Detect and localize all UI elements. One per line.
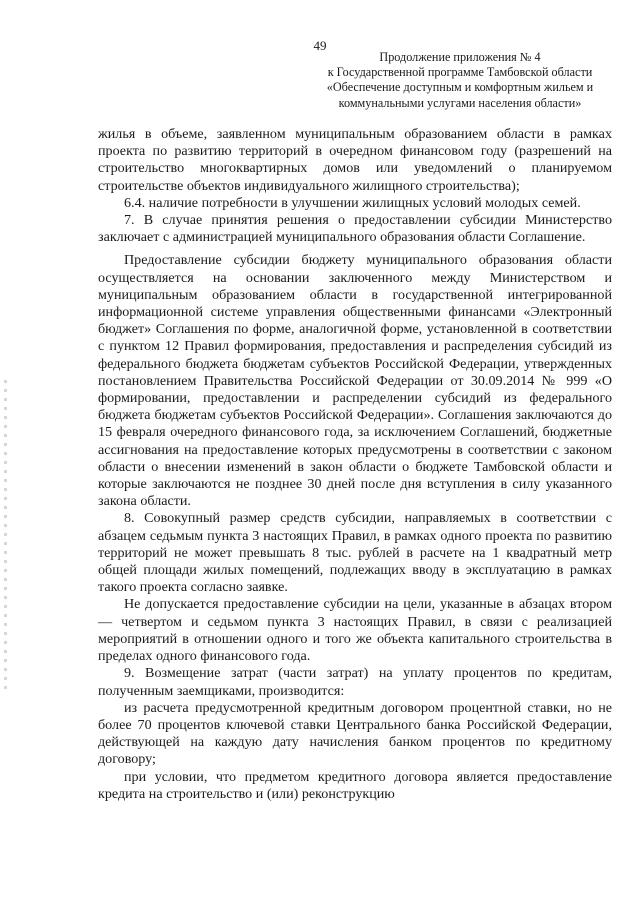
document-body xyxy=(98,126,612,803)
paragraph-6-4: 6.4. наличие потребности в улучшении жилищных условий молодых семей. xyxy=(124,194,581,211)
scan-margin-mark xyxy=(4,380,7,690)
paragraph-restriction: Не допускается предоставление субсидии на цели, указанные в абзацах втором — четвертом и седьмом пункта 3 настоящих Правил, в связи с реализацией мероприятий в отношении одного и того же объекта капитального строительства в пределах одного финансового года. xyxy=(98,596,612,665)
header-line-4: коммунальными услугами населения области» xyxy=(338,95,582,110)
paragraph-subsidy-provision: Предоставление субсидии бюджету муниципального образования области осуществляется на основании заключенного между Министерством и муниципальным образованием области в государственной интегрированной информационной системе управления общественными финансами «Электронный бюджет» Соглашения по форме, аналогичной форме, установленной в соответствии с пунктом 12 Правил формирования, предоставления и распределения субсидий из федерального бюджета бюджетам субъектов Российской Федерации, утвержденных постановлением Правительства Российской Федерации от 30.09.2014 № 999 «О формировании, предоставлении и распределении субсидий из федерального бюджета бюджетам субъектов Российской Федерации». Соглашения заключаются до 15 февраля очередного финансового года, за исключением Соглашений, бюджетные ассигнования на предоставление которых предусмотрены в соответствии с законом области о внесении изменений в закон области о бюджете Тамбовской области и которые заключаются не позднее 30 дней после дня вступления в силу указанного закона области. xyxy=(98,252,612,510)
page-number: 49 xyxy=(313,38,327,53)
paragraph-continuation: жилья в объеме, заявленном муниципальным образованием области в рамках проекта по развитию территорий в очередном финансовом году (разрешений на строительство многоквартирных домов или уведомлений о планируемом строительстве объектов индивидуального жилищного строительства); xyxy=(98,126,612,194)
paragraph-interest-rate: из расчета предусмотренной кредитным договором процентной ставки, но не более 70 процентов ключевой ставки Центрального банка Российской Федерации, действующей на каждую дату начисления банком процентов по кредитному договору; xyxy=(98,699,612,768)
paragraph-8: 8. Совокупный размер средств субсидии, направляемых в соответствии с абзацем седьмым пункта 3 настоящих Правил, в рамках одного проекта по развитию территорий не может превышать 8 тыс. рублей в расчете на 1 квадратный метр общей площади жилых помещений, подлежащих вводу в эксплуатацию в рамках такого проекта согласно заявке. xyxy=(98,510,612,596)
header-line-1: Продолжение приложения № 4 xyxy=(379,50,541,64)
paragraph-7: 7. В случае принятия решения о предоставлении субсидии Министерство заключает с администрацией муниципального образования области Соглашение. xyxy=(98,212,612,246)
paragraph-condition: при условии, что предметом кредитного договора является предоставление кредита на строительство и (или) реконструкцию xyxy=(98,768,612,802)
header-line-3: «Обеспечение доступным и комфортным жильем и xyxy=(326,80,594,95)
paragraph-9: 9. Возмещение затрат (части затрат) на уплату процентов по кредитам, полученным заемщиками, производится: xyxy=(98,665,612,699)
header-line-2: к Государственной программе Тамбовской области xyxy=(327,65,593,80)
appendix-header xyxy=(300,50,620,111)
